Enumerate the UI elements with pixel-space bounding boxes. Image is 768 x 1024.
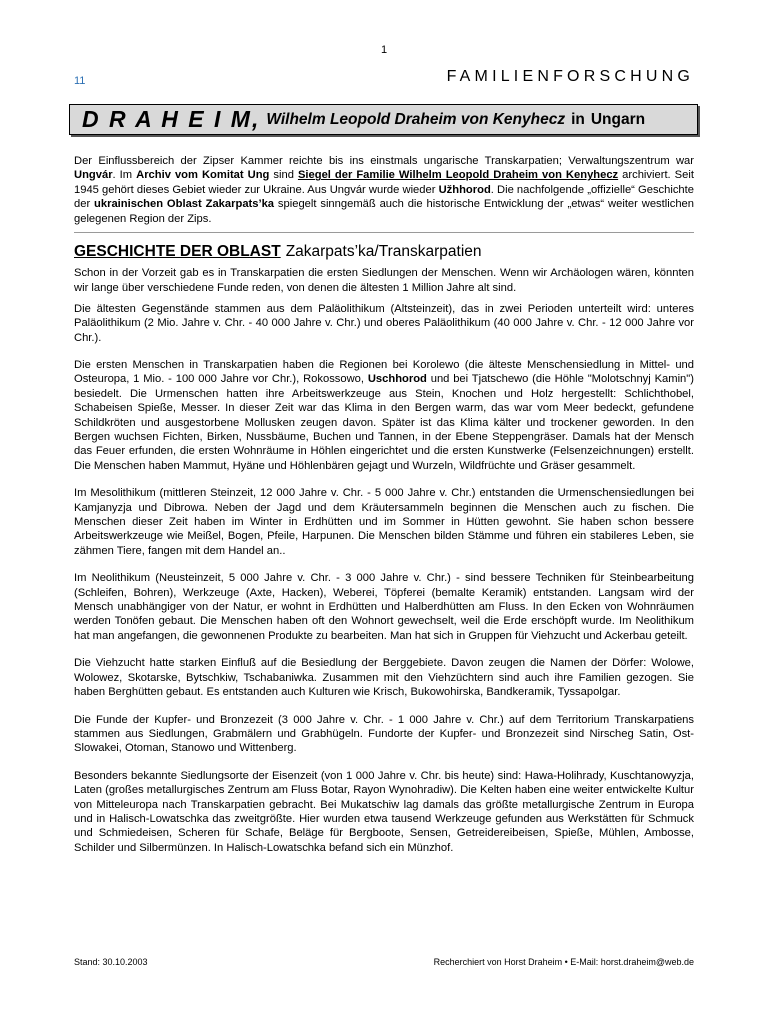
intro-paragraph — [74, 154, 694, 226]
paragraph-3-text-c: und bei Tjatschewo (die Höhle "Molotschnyj Kamin") besiedelt. Die Urmenschen hatten ihre Arbeitswerkzeuge aus Stein, Knochen und Holz hergestellt: Schlichthobel, Schabeisen Spieße, Messer. In dieser Zeit war das Klima in den Bergen warm, das war vom Meer bedeckt, gefundene Schildkröten und ausgestorbene Mollusken zeugen davon. Später ist das Klima kälter und trockener geworden. In den Bergen wuchsen Fichten, Birken, Nussbäume, Buchen und Tannen, in der Ebene Steppengräser. Damals hat der Mensch das Feuer erfunden, die ersten Wohnräume in Höhlen eingerichtet und die ersten Kunstwerke (Felsenzeichnungen) erstellt. Die Menschen haben Mammut, Hyäne und Höhlenbären gejagt und Wurzeln, Wildfrüchte und Gräser gesammelt. — [74, 373, 694, 472]
footer-credit: Recherchiert von Horst Draheim • E-Mail: horst.draheim@web.de — [433, 957, 694, 967]
paragraph-3-text-a: Die ersten Menschen in Transkarpatien haben die Regionen bei Korolewo (die älteste Menschensiedlung in Mittel- und Osteuropa, 1 Mio. - 100 000 Jahre vor Chr.), Rokossowo, — [74, 358, 694, 386]
intro-uzhhorod: Užhhorod — [438, 183, 491, 196]
paragraph-8: Besonders bekannte Siedlungsorte der Eisenzeit (von 1 000 Jahre v. Chr. bis heute) sind: Hawa-Holihrady, Kuschtanowyzja, Laten (großes metallurgisches Zentrum am Fluss Botar, Rayon Wynohradiw). Die Kelten haben eine weiter entwickelte Kultur von Mitteleuropa nach Transkarpatien gebracht. Bei Mukatschiw lag damals das größte metallurgische Zentrum in Europa und in Halisch-Lowatschka das zweitgrößte. Hier wurden etwa tausend Werkzeuge gefunden aus Werkstätten für Schmuck und Schmiedeisen, Scheren für Schafe, Beläge für Bergboote, Sensen, Getreidereibeisen, Spieße, Mühlen, Ambosse, Schilder und Silbermünzen. In Halisch-Lowatschka befand sich ein Münzhof. — [74, 769, 694, 854]
intro-text-3: sind — [269, 169, 298, 182]
intro-text-6: spiegelt sinngemäß auch die historische Entwicklung der „etwas“ weiter westlichen gelegenen Region der Zips. — [74, 198, 694, 225]
intro-text-5: . Die nachfolgende „offizielle“ Geschichte der — [74, 183, 694, 211]
footer-date: Stand: 30.10.2003 — [74, 957, 148, 967]
title-sub: Wilhelm Leopold Draheim von Kenyhecz — [266, 110, 566, 128]
section-number: 11 — [74, 75, 86, 87]
title-country: Ungarn — [590, 110, 646, 128]
intro-archiv: Archiv vom Komitat Ung — [136, 169, 270, 182]
intro-text-1: Der Einflussbereich der Zipser Kammer reichte bis ins einstmals ungarische Transkarpatien; Verwaltungszentrum war — [74, 155, 694, 167]
intro-oblast: ukrainischen Oblast Zakarpats’ka — [94, 198, 275, 211]
intro-siegel: Siegel der Familie Wilhelm Leopold Draheim von Kenyhecz — [297, 169, 619, 182]
paragraph-6: Die Viehzucht hatte starken Einfluß auf die Besiedlung der Berggebiete. Davon zeugen die Namen der Dörfer: Wolowe, Wolowez, Skotarske, Bytschkiw, Tschabaniwka. Zusammen mit den Viehzüchtern sind auch ihre Familien gezogen. Sie haben Berghütten gebaut. Es entstanden auch Kulturen wie Krisch, Bukowohirska, Bandkeramik, Tyssapolgar. — [74, 657, 694, 699]
title-in: in — [571, 110, 585, 128]
section-heading — [74, 245, 694, 260]
divider — [74, 232, 694, 233]
intro-ungvar: Ungvár — [74, 169, 113, 182]
intro-text-4: archiviert. Seit 1945 gehört dieses Gebiet wieder zur Ukraine. Aus Ungvár wurde wieder — [74, 169, 694, 196]
paragraph-7: Die Funde der Kupfer- und Bronzezeit (3 000 Jahre v. Chr. - 1 000 Jahre v. Chr.) auf dem Territorium Transkarpatiens stammen aus Siedlungen, Grabmälern und Grabhügeln. Fundorte der Kupfer- und Bronzezeit sind Nirscheg Satin, Ost-Slowakei, Otoman, Stanowo und Wittenberg. — [74, 713, 694, 755]
title-box — [69, 104, 698, 135]
paragraph-5: Im Neolithikum (Neusteinzeit, 5 000 Jahre v. Chr. - 3 000 Jahre v. Chr.) - sind bessere Techniken für Steinbearbeitung (Schleifen, Bohren), Werkzeuge (Axte, Hacken), Weberei, Töpferei (bemalte Keramik) entstanden. Langsam wird der Mensch unabhängiger von der Natur, er wohnt in Erdhütten und Halberdhütten am Fluss. In den Ecken von Wohnräumen werden Tonöfen gebaut. Die Menschen haben oft den Wohnort gewechselt, weil die Erde erschöpft wurde. Im Neolithikum hat man angefangen, die gewonnenen Produkte zu bearbeiten. Man hat sich in Gruppen für Viehzucht und Ackerbau geteilt. — [74, 572, 694, 642]
title-main: D R A H E I M, — [82, 106, 261, 132]
paragraph-4: Im Mesolithikum (mittleren Steinzeit, 12 000 Jahre v. Chr. - 5 000 Jahre v. Chr.) entstanden die Urmenschensiedlungen bei Kamjanyzja und Dibrowa. Neben der Jagd und dem Kräutersammeln beginnen die Menschen auch zu fischen. Die Menschen dieser Zeit haben im Winter in Erdhütten und im Sommer in Hütten gewohnt. Sie haben schon bessere Arbeitswerkzeuge wie Meißel, Bogen, Pfeile, Harpunen. Die Menschen bilden Stämme und führen ein stabileres Leben, sie zähmen Tiere, fangen mit dem Handel an.. — [74, 487, 694, 557]
paragraph-3-uschhorod: Uschhorod — [367, 373, 427, 386]
document-body — [74, 154, 694, 862]
paragraph-1: Schon in der Vorzeit gab es in Transkarpatien die ersten Siedlungen der Menschen. Wenn wir Archäologen wären, könnten wir lange über verschiedene Funde reden, von denen die ältesten 1 Million Jahre alt sind. — [74, 267, 694, 294]
paragraph-2: Die ältesten Gegenstände stammen aus dem Paläolithikum (Altsteinzeit), das in zwei Perioden unterteilt wird: unteres Paläolithikum (2 Mio. Jahre v. Chr. - 40 000 Jahre v. Chr.) und oberes Paläolithikum (40 000 Jahre v. Chr. - 12 000 Jahre vor Chr.). — [74, 302, 694, 344]
paragraph-3 — [74, 358, 694, 473]
section-heading-rest: Zakarpats’ka/Transkarpatien — [285, 243, 482, 261]
intro-text-2: . Im — [112, 169, 137, 182]
page-number: 1 — [380, 44, 388, 56]
section-heading-main: GESCHICHTE DER OBLAST — [74, 243, 281, 261]
running-header: FAMILIENFORSCHUNG — [446, 68, 694, 85]
